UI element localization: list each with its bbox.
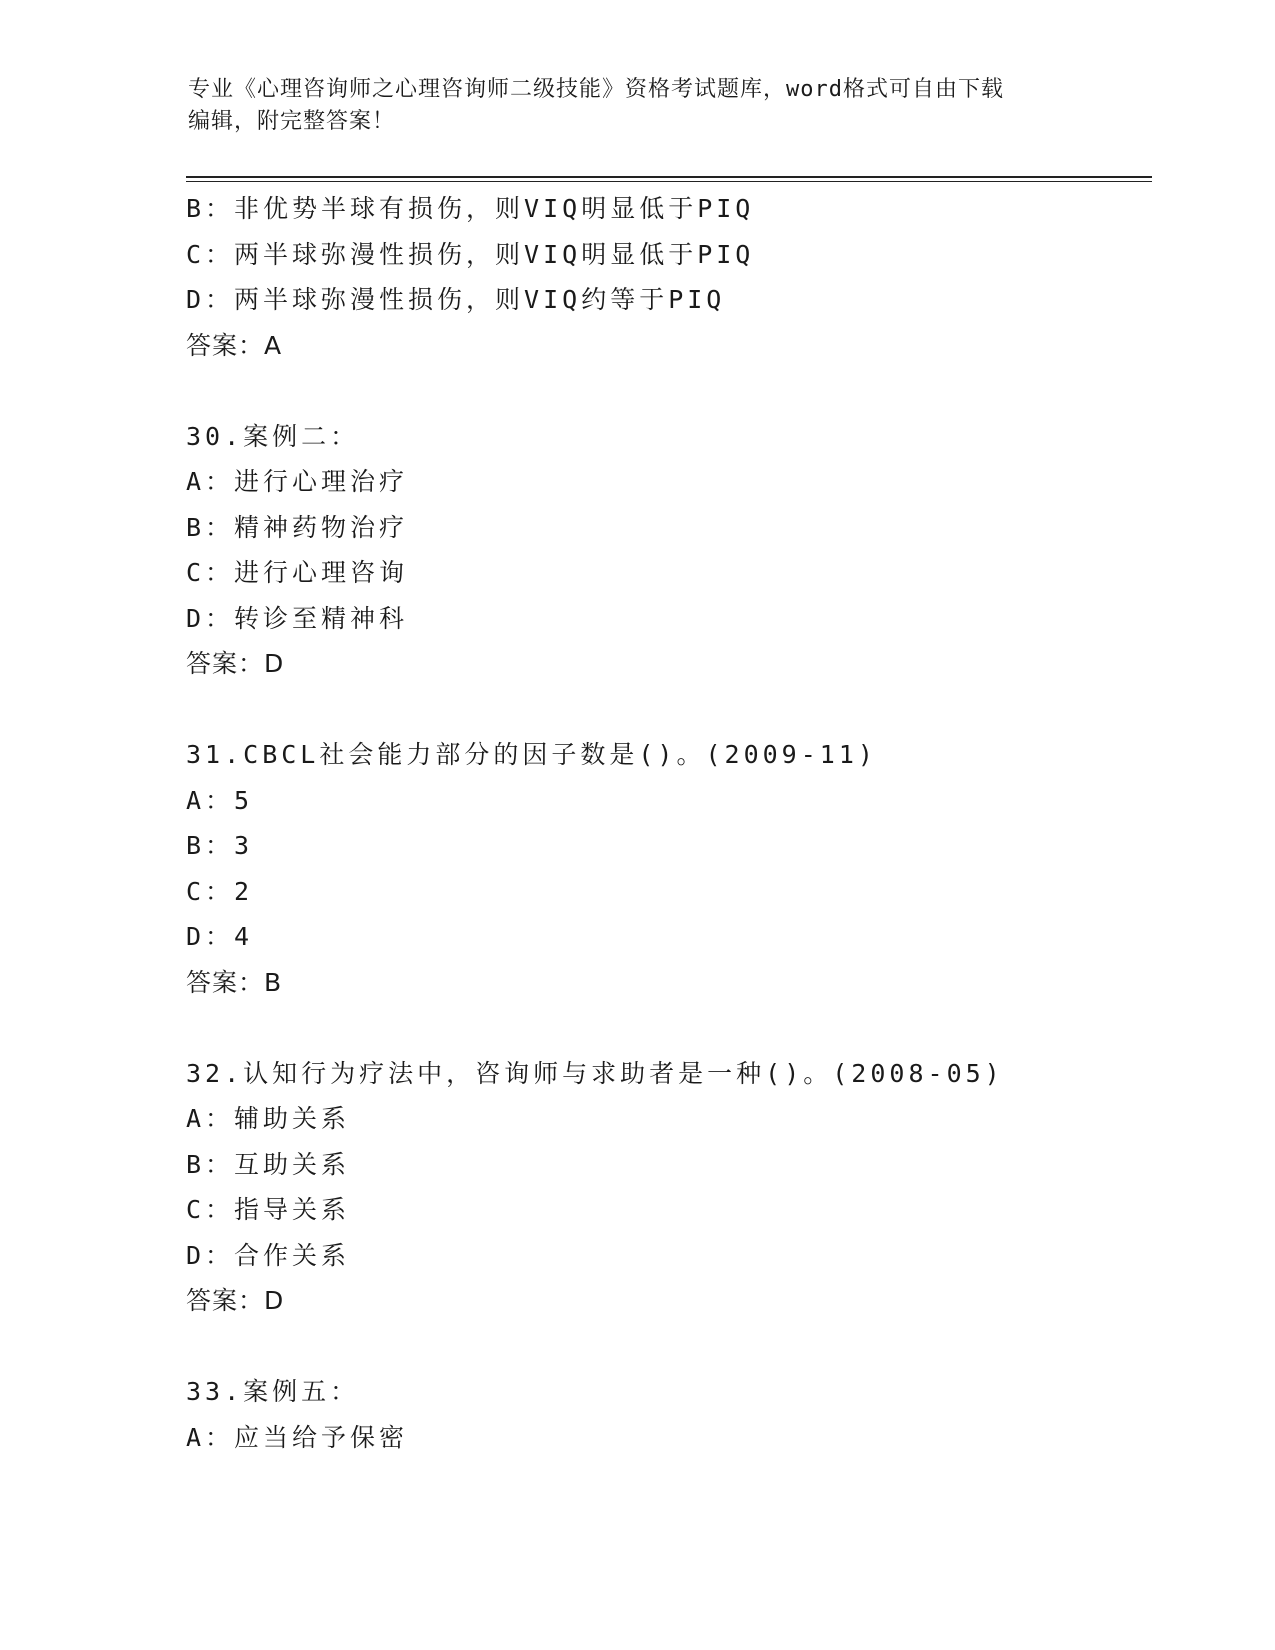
option-c: C：指导关系 xyxy=(186,1195,351,1224)
question-stem: 32.认知行为疗法中，咨询师与求助者是一种()。(2008-05) xyxy=(186,1058,1004,1088)
option-d: D：合作关系 xyxy=(186,1240,351,1270)
option-b: B：非优势半球有损伤，则VIQ明显低于PIQ xyxy=(186,194,755,223)
option-c: C：进行心理咨询 xyxy=(186,558,409,587)
spacer xyxy=(186,1005,1146,1051)
option-b: B：3 xyxy=(186,831,254,860)
spacer xyxy=(186,687,1146,733)
option-a: A：5 xyxy=(186,785,254,815)
option-b: B：互助关系 xyxy=(186,1149,351,1179)
header-line-1: 专业《心理咨询师之心理咨询师二级技能》资格考试题库，word格式可自由下载 xyxy=(188,77,1004,102)
spacer xyxy=(186,368,1146,414)
answer-line: 答案：D xyxy=(186,649,285,678)
header-divider-thin xyxy=(186,181,1152,182)
option-d: D：转诊至精神科 xyxy=(186,603,409,633)
option-d: D：4 xyxy=(186,922,254,951)
header-divider xyxy=(186,176,1152,178)
question-list xyxy=(186,186,1146,1460)
answer-line: 答案：D xyxy=(186,1286,285,1315)
answer-line: 答案：B xyxy=(186,967,283,997)
document-header xyxy=(188,74,1068,138)
option-d: D：两半球弥漫性损伤，则VIQ约等于PIQ xyxy=(186,285,726,314)
option-c: C：两半球弥漫性损伤，则VIQ明显低于PIQ xyxy=(186,239,755,269)
question-32 xyxy=(186,1051,1146,1324)
question-stem: 30.案例二： xyxy=(186,421,360,451)
question-29-continued xyxy=(186,186,1146,368)
spacer xyxy=(186,1324,1146,1370)
header-line-2: 编辑，附完整答案！ xyxy=(188,109,396,134)
question-31 xyxy=(186,732,1146,1005)
option-a: A：应当给予保密 xyxy=(186,1422,409,1452)
question-30 xyxy=(186,414,1146,687)
option-a: A：辅助关系 xyxy=(186,1104,351,1133)
option-b: B：精神药物治疗 xyxy=(186,512,409,542)
question-33 xyxy=(186,1369,1146,1460)
option-a: A：进行心理治疗 xyxy=(186,467,409,496)
option-c: C：2 xyxy=(186,876,254,906)
answer-line: 答案：A xyxy=(186,330,283,360)
question-stem: 31.CBCL社会能力部分的因子数是()。(2009-11) xyxy=(186,740,877,769)
question-stem: 33.案例五： xyxy=(186,1377,360,1406)
